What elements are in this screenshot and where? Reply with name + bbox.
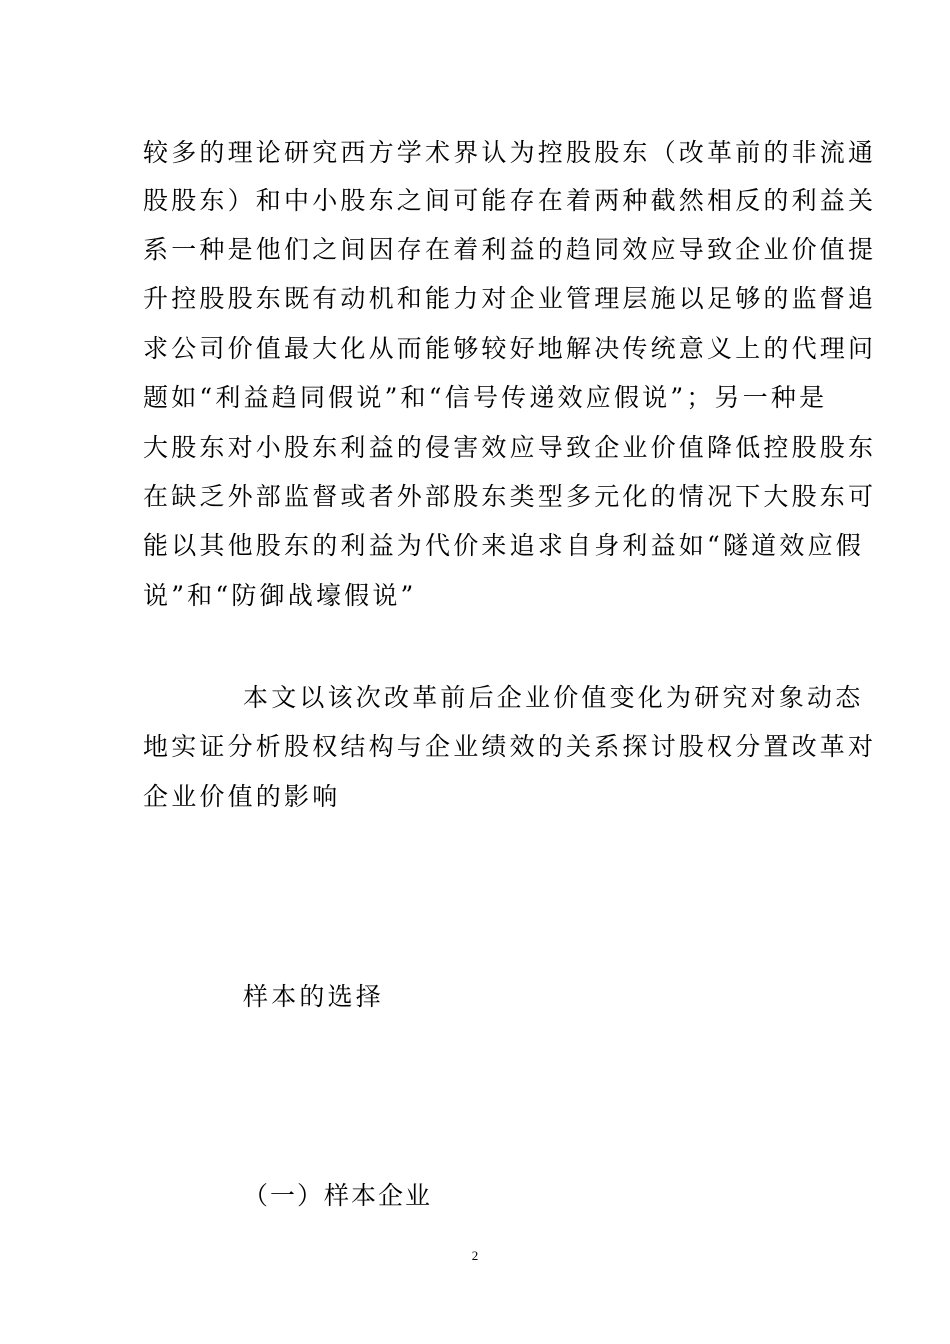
- page-number: 2: [471, 1248, 479, 1263]
- paragraph-line: 升控股股东既有动机和能力对企业管理层施以足够的监督追: [143, 284, 877, 313]
- paragraph-line: 说”和“防御战壕假说”: [143, 581, 417, 610]
- paragraph-line: 能以其他股东的利益为代价来追求自身利益如“隧道效应假: [143, 531, 864, 560]
- paragraph-line: 本文以该次改革前后企业价值变化为研究对象动态: [243, 683, 864, 712]
- paragraph-line: 在缺乏外部监督或者外部股东类型多元化的情况下大股东可: [143, 482, 877, 511]
- paragraph-line: 系一种是他们之间因存在着利益的趋同效应导致企业价值提: [143, 235, 877, 264]
- paragraph-line: 大股东对小股东利益的侵害效应导致企业价值降低控股股东: [143, 433, 877, 462]
- paragraph-line: 求公司价值最大化从而能够较好地解决传统意义上的代理问: [143, 334, 877, 363]
- paragraph-line: 股股东）和中小股东之间可能存在着两种截然相反的利益关: [143, 186, 877, 215]
- paragraph-line: 较多的理论研究西方学术界认为控股股东（改革前的非流通: [143, 138, 877, 167]
- paragraph-line: 企业价值的影响: [143, 782, 341, 811]
- paragraph-line: 地实证分析股权结构与企业绩效的关系探讨股权分置改革对: [143, 732, 877, 761]
- section-heading: 样本的选择: [243, 982, 385, 1011]
- paragraph-line: 题如“利益趋同假说”和“信号传递效应假说”；另一种是: [143, 383, 828, 412]
- subsection-heading: （一）样本企业: [243, 1181, 433, 1210]
